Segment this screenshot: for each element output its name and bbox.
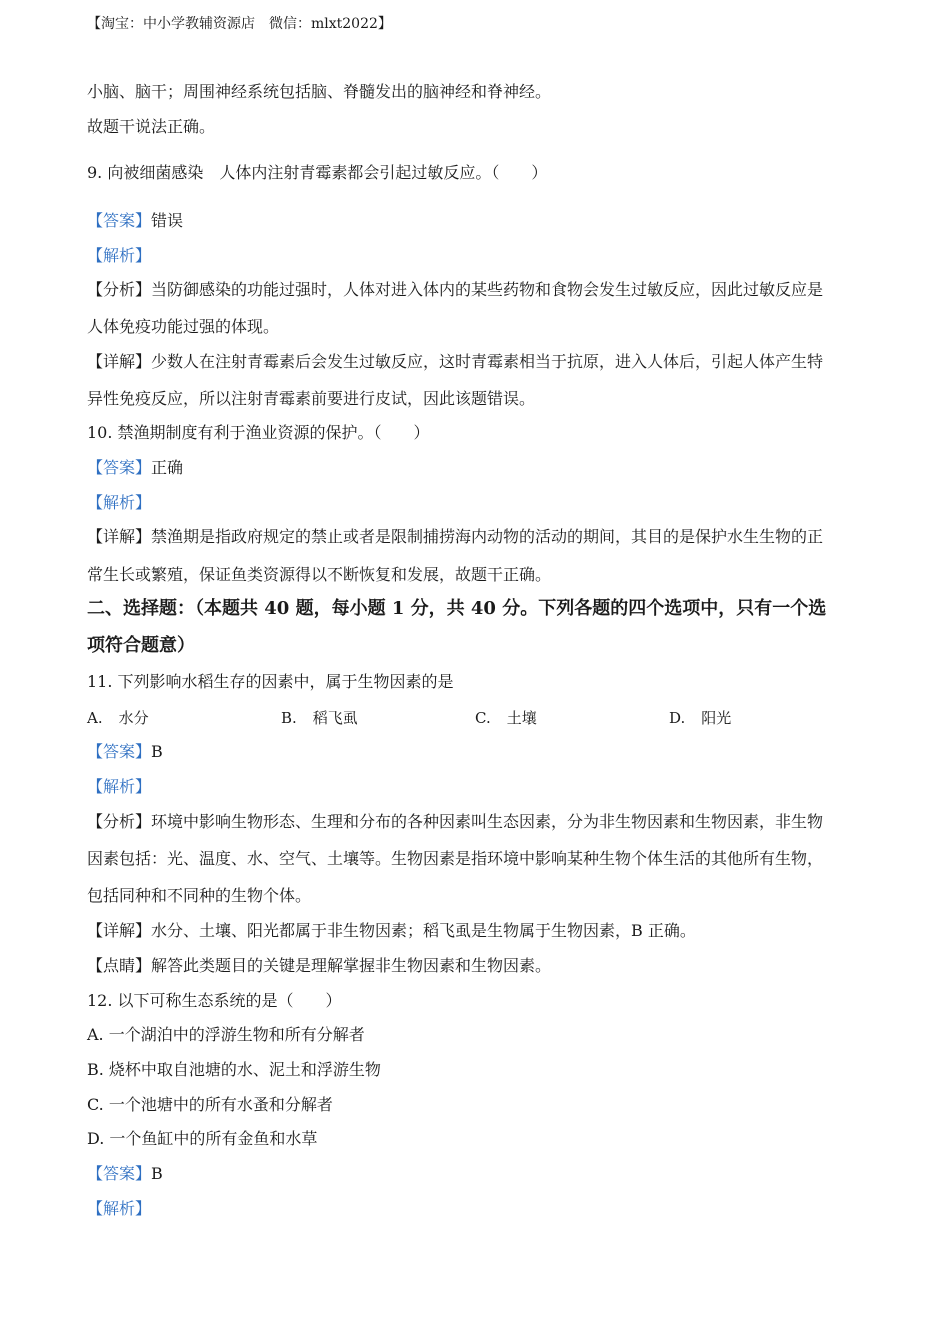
xiangjie-text: 水分、土壤、阳光都属于非生物因素；稻飞虱是生物属于生物因素，B 正确。: [151, 921, 696, 940]
option-b: B. 烧杯中取自池塘的水、泥土和浮游生物: [87, 1060, 381, 1079]
section-heading: 二、选择题：（本题共 40 题，每小题 1 分，共 40 分。下列各题的四个选项中，只有一个选: [87, 598, 827, 619]
answer-value: 正确: [151, 458, 184, 477]
answer-label: 【答案】: [87, 1164, 152, 1183]
analysis-label: 【解析】: [87, 493, 152, 512]
detail-text: 常生长或繁殖，保证鱼类资源得以不断恢复和发展，故题干正确。: [87, 565, 552, 584]
xiangjie-label: 【详解】: [87, 527, 152, 546]
option-a: [87, 708, 149, 728]
answer-value: B: [151, 742, 163, 761]
answer-row: [87, 1164, 163, 1184]
detail-text: 异性免疫反应，所以注射青霉素前要进行皮试，因此该题错误。: [87, 389, 536, 408]
option-letter: B.: [281, 709, 297, 727]
question-11: 11. 下列影响水稻生存的因素中，属于生物因素的是: [87, 672, 454, 691]
analysis-label: 【解析】: [87, 246, 152, 265]
detail-text: [87, 527, 823, 547]
page-header: 【淘宝：中小学教辅资源店 微信：mlxt2022】: [87, 16, 392, 32]
option-letter: D.: [669, 709, 686, 727]
xiangjie-label: 【详解】: [87, 352, 152, 371]
paragraph-text: 故题干说法正确。: [87, 117, 216, 136]
option-text: 稻飞虱: [312, 709, 358, 727]
option-letter: C.: [475, 709, 491, 727]
option-c: C. 一个池塘中的所有水蚤和分解者: [87, 1095, 333, 1114]
xiangjie-label: 【详解】: [87, 921, 152, 940]
dianjing-body: 解答此类题目的关键是理解掌握非生物因素和生物因素。: [151, 956, 552, 975]
xiangjie-text: 禁渔期是指政府规定的禁止或者是限制捕捞海内动物的活动的期间，其目的是保护水生生物的正: [151, 527, 824, 546]
fenxi-text: 环境中影响生物形态、生理和分布的各种因素叫生态因素，分为非生物因素和生物因素，非生物: [151, 812, 824, 831]
option-text: 土壤: [506, 709, 537, 727]
analysis-text: 包括同种和不同种的生物个体。: [87, 886, 312, 905]
fenxi-label: 【分析】: [87, 280, 152, 299]
fenxi-label: 【分析】: [87, 812, 152, 831]
question-12: 12. 以下可称生态系统的是（ ）: [87, 991, 342, 1010]
answer-value: 错误: [151, 211, 184, 230]
analysis-label: 【解析】: [87, 1199, 152, 1218]
fenxi-text: 当防御感染的功能过强时，人体对进入体内的某些药物和食物会发生过敏反应，因此过敏反应是: [151, 280, 824, 299]
question-9: 9. 向被细菌感染 人体内注射青霉素都会引起过敏反应。（ ）: [87, 163, 548, 182]
option-d: D. 一个鱼缸中的所有金鱼和水草: [87, 1129, 318, 1148]
answer-row: [87, 458, 183, 478]
answer-label: 【答案】: [87, 211, 152, 230]
xiangjie-text: 少数人在注射青霉素后会发生过敏反应，这时青霉素相当于抗原，进入人体后，引起人体产生特: [151, 352, 824, 371]
answer-row: [87, 742, 163, 762]
option-d: [669, 708, 731, 728]
option-text: 水分: [118, 709, 149, 727]
section-heading: 项符合题意）: [87, 635, 195, 656]
analysis-text: 因素包括：光、温度、水、空气、土壤等。生物因素是指环境中影响某种生物个体生活的其他所有生物，: [87, 849, 824, 868]
answer-label: 【答案】: [87, 742, 152, 761]
question-10: 10. 禁渔期制度有利于渔业资源的保护。（ ）: [87, 423, 430, 442]
analysis-text: [87, 812, 823, 832]
dianjing-text: [87, 956, 551, 976]
option-b: [281, 708, 358, 728]
option-text: 阳光: [701, 709, 732, 727]
detail-text: [87, 352, 823, 372]
analysis-label: 【解析】: [87, 777, 152, 796]
option-a: A. 一个湖泊中的浮游生物和所有分解者: [87, 1025, 365, 1044]
analysis-text: [87, 280, 823, 300]
paragraph-text: 小脑、脑干；周围神经系统包括脑、脊髓发出的脑神经和脊神经。: [87, 82, 552, 101]
detail-text: [87, 921, 696, 941]
answer-row: [87, 211, 183, 231]
answer-value: B: [151, 1164, 163, 1183]
dianjing-label: 【点睛】: [87, 956, 152, 975]
analysis-text: 人体免疫功能过强的体现。: [87, 317, 280, 336]
option-letter: A.: [87, 709, 103, 727]
option-c: [475, 708, 537, 728]
answer-label: 【答案】: [87, 458, 152, 477]
